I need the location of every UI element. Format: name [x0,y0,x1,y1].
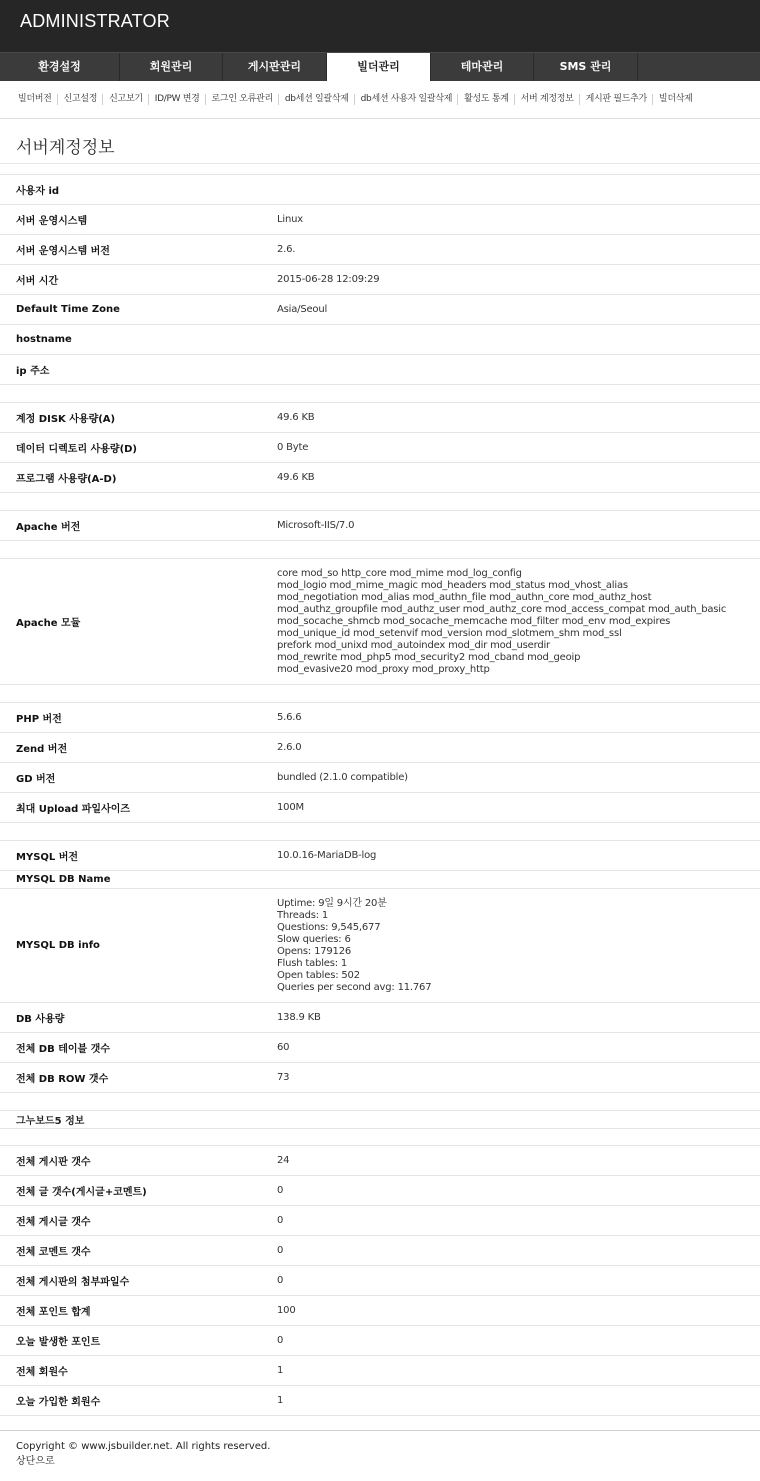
subnav-db-session-user-delete[interactable]: db세션 사용자 일괄삭제 [355,94,459,105]
tab-environment[interactable]: 환경설정 [0,53,120,81]
row-label: 서버 운영시스템 버전 [16,246,110,257]
row-label: Default Time Zone [16,304,120,315]
tab-sms[interactable]: SMS 관리 [534,53,638,81]
row-value: Linux [277,214,303,225]
subnav-builder-version[interactable]: 빌더버전 [0,94,58,105]
page-title: 서버계정정보 [0,119,760,164]
info-row-member-today [0,1386,760,1416]
info-row-os-version [0,235,760,265]
row-label: Apache 버전 [16,522,81,533]
row-value: 10.0.16-MariaDB-log [277,850,377,861]
info-row-apache-modules [0,559,760,685]
info-row-write-count [0,1176,760,1206]
mysql-info-line: Open tables: 502 [277,969,360,981]
mysql-info-line: Queries per second avg: 11.767 [277,981,432,993]
info-row-db-table-count [0,1033,760,1063]
info-row-db-row-count [0,1063,760,1093]
info-row-disk-account [0,403,760,433]
info-row-disk-data [0,433,760,463]
row-label: 전체 DB ROW 갯수 [16,1074,109,1085]
main-nav [0,52,760,81]
info-row-mysql-db-info [0,889,760,1003]
row-value: 100M [277,802,304,813]
subnav-activity-stats[interactable]: 활성도 통계 [458,94,515,105]
row-value [262,325,277,354]
row-value [262,871,277,888]
row-label: 계정 DISK 사용량(A) [16,414,116,425]
info-row-php-version [0,703,760,733]
tab-members[interactable]: 회원관리 [120,53,223,81]
info-row-hostname [0,325,760,355]
subnav-server-account[interactable]: 서버 계정정보 [515,94,580,105]
row-value: 0 Byte [277,442,309,453]
row-label: 프로그램 사용량(A-D) [16,474,117,485]
subnav-builder-delete[interactable]: 빌더삭제 [658,94,693,104]
mysql-info-line: Questions: 9,545,677 [277,921,381,933]
row-label: Zend 버전 [16,744,68,755]
module-line: mod_authz_groupfile mod_authz_user mod_authz_core mod_access_compat mod_auth_basic [277,603,727,615]
mysql-info-line: Flush tables: 1 [277,957,348,969]
subnav-login-errors[interactable]: 로그인 오류관리 [206,94,279,105]
row-value [262,355,277,384]
row-spacer [0,493,760,511]
row-label: 전체 게시판 갯수 [16,1157,91,1168]
info-row-db-usage [0,1003,760,1033]
row-label: 전체 코멘트 갯수 [16,1247,91,1258]
row-value: 60 [277,1042,290,1053]
module-line: mod_negotiation mod_alias mod_authn_file mod_authn_core mod_authz_host [277,591,652,603]
row-value: 1 [277,1365,284,1376]
copyright-text: Copyright © www.jsbuilder.net. All rights reserved. [16,1441,271,1452]
sub-nav [0,81,760,119]
info-row-server-time [0,265,760,295]
row-label: DB 사용량 [16,1014,65,1025]
info-row-point-total [0,1296,760,1326]
brand-logo[interactable]: ADMINISTRATOR [20,11,170,31]
row-value: 0 [277,1245,284,1256]
module-line: mod_unique_id mod_setenvif mod_version mod_slotmem_shm mod_ssl [277,627,622,639]
subnav-report-settings[interactable]: 신고설정 [58,94,104,105]
row-label: ip 주소 [16,366,50,377]
info-row-point-today [0,1326,760,1356]
row-value: bundled (2.1.0 compatible) [277,772,408,783]
apache-modules-list [262,559,726,684]
row-value: Microsoft-IIS/7.0 [277,520,355,531]
row-label: MYSQL DB Name [16,874,111,885]
row-spacer [0,1093,760,1111]
row-value: 0 [277,1215,284,1226]
module-line: mod_rewrite mod_php5 mod_security2 mod_cband mod_geoip [277,651,581,663]
row-label: 전체 게시글 갯수 [16,1217,91,1228]
mysql-info-line: Slow queries: 6 [277,933,351,945]
back-to-top-link[interactable]: 상단으로 [16,1456,55,1467]
row-label: Apache 모듈 [16,618,81,629]
row-value: 5.6.6 [277,712,302,723]
row-value: 2015-06-28 12:09:29 [277,274,380,285]
row-value: 0 [277,1335,284,1346]
info-row-upload-max [0,793,760,823]
row-value [262,175,277,204]
info-row-mysql-db-name [0,871,760,889]
info-row-comment-count [0,1236,760,1266]
module-line: mod_evasive20 mod_proxy mod_proxy_http [277,663,490,675]
row-label: 전체 게시판의 첨부파일수 [16,1277,130,1288]
row-value: 0 [277,1275,284,1286]
row-label: 오늘 발생한 포인트 [16,1337,101,1348]
row-label: GD 버전 [16,774,56,785]
info-row-member-total [0,1356,760,1386]
row-value: 2.6.0 [277,742,302,753]
row-spacer [0,541,760,559]
row-value: 138.9 KB [277,1012,321,1023]
top-header [0,0,760,52]
row-spacer [0,685,760,703]
subnav-board-field-add[interactable]: 게시판 필드추가 [580,94,653,105]
row-value: 0 [277,1185,284,1196]
row-label: 전체 회원수 [16,1367,68,1378]
row-spacer [0,385,760,403]
info-row-board-count [0,1146,760,1176]
subnav-report-view[interactable]: 신고보기 [103,94,149,105]
row-value: 1 [277,1395,284,1406]
row-spacer [0,823,760,841]
module-line: mod_logio mod_mime_magic mod_headers mod_status mod_vhost_alias [277,579,628,591]
mysql-info-line: Threads: 1 [277,909,329,921]
row-value: 2.6. [277,244,296,255]
row-label: MYSQL DB info [16,940,100,951]
row-label: 서버 운영시스템 [16,216,88,227]
info-row-user-id [0,175,760,205]
info-row-file-count [0,1266,760,1296]
module-line: mod_socache_shmcb mod_socache_memcache mod_filter mod_env mod_expires [277,615,671,627]
row-label: 사용자 id [16,186,60,197]
info-row-apache-version [0,511,760,541]
row-value: 49.6 KB [277,472,315,483]
server-info-table [0,164,760,1416]
footer [0,1430,760,1470]
row-value: 100 [277,1305,296,1316]
tab-builder[interactable]: 빌더관리 [327,53,431,81]
gnuboard-section-title: 그누보드5 정보 [0,1111,760,1129]
module-line: prefork mod_unixd mod_autoindex mod_dir mod_userdir [277,639,550,651]
info-row-zend-version [0,733,760,763]
info-row-disk-program [0,463,760,493]
tab-theme[interactable]: 테마관리 [431,53,534,81]
row-value: 24 [277,1155,290,1166]
tab-boards[interactable]: 게시판관리 [223,53,327,81]
info-row-ip [0,355,760,385]
row-label: 최대 Upload 파일사이즈 [16,804,131,815]
info-row-timezone [0,295,760,325]
row-label: 오늘 가입한 회원수 [16,1397,101,1408]
row-label: MYSQL 버전 [16,852,79,863]
row-label: 전체 포인트 합계 [16,1307,91,1318]
row-value: 49.6 KB [277,412,315,423]
info-row-mysql-version [0,841,760,871]
mysql-info-line: Opens: 179126 [277,945,352,957]
info-row-os [0,205,760,235]
mysql-info-line: Uptime: 9일 9시간 20분 [277,897,387,909]
row-label: 데이터 디렉토리 사용량(D) [16,444,138,455]
row-label: 서버 시간 [16,276,59,287]
subnav-db-session-delete[interactable]: db세션 일괄삭제 [279,94,355,105]
row-value: Asia/Seoul [277,304,328,315]
info-row-gd-version [0,763,760,793]
row-label: 전체 DB 테이블 갯수 [16,1044,110,1055]
row-spacer [0,1129,760,1146]
subnav-idpw-change[interactable]: ID/PW 변경 [149,94,206,105]
row-label: hostname [16,334,72,345]
row-value: 73 [277,1072,290,1083]
row-spacer [0,164,760,175]
row-label: 전체 글 갯수(게시글+코멘트) [16,1187,147,1198]
module-line: core mod_so http_core mod_mime mod_log_config [277,567,522,579]
mysql-info-list [262,889,431,1002]
info-row-post-count [0,1206,760,1236]
row-label: PHP 버전 [16,714,62,725]
